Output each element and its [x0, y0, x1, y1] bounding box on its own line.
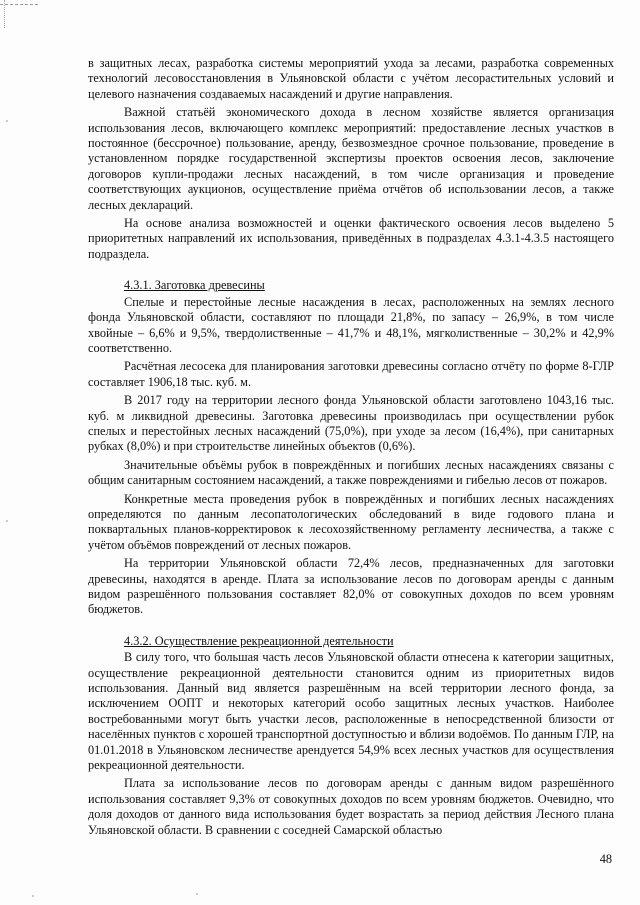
paragraph: На основе анализа возможностей и оценки фактического освоения лесов выделено 5 приоритетных направлений их использования, приведённых в подразделах 4.3.1-4.3.5 настоящего подраздела.	[88, 216, 614, 261]
scan-speck	[32, 895, 34, 897]
scan-speck	[196, 893, 198, 895]
section-heading-4-3-2: 4.3.2. Осуществление рекреационной деятельности	[124, 633, 394, 648]
paragraph: В силу того, что большая часть лесов Ульяновской области отнесена к категории защитных, осуществление рекреационной деятельности становится одним из приоритетных видов использования. Данный вид является разрешённым на всей территории лесного фонда, за исключением ООПТ и некоторых категорий особо защитных лесных участков. Наиболее востребованными могут быть участки лесов, расположенные в непосредственной близости от населённых пунктов с хорошей транспортной доступностью и вблизи водоёмов. По данным ГЛР, на 01.01.2018 в Ульяновском лесничестве арендуется 54,9% всех лесных участков для осуществления рекреационной деятельности.	[88, 650, 614, 773]
paragraph: Расчётная лесосека для планирования заготовки древесины согласно отчёту по форме 8-ГЛР составляет 1906,18 тыс. куб. м.	[88, 359, 614, 389]
paragraph: Плата за использование лесов по договорам аренды с данным видом разрешённого использования составляет 9,3% от совокупных доходов по всем уровням бюджетов. Очевидно, что доля доходов от данного вида использования будет возрастать за период действия Лесного плана Ульяновской области. В сравнении с соседней Самарской областью	[88, 776, 614, 837]
paragraph: Спелые и перестойные лесные насаждения в лесах, расположенных на землях лесного фонда Ульяновской области, составляют по площади 21,8%, по запасу – 26,9%, в том числе хвойные – 6,6% и 9,5%, твердолиственные – 41,7% и 48,1%, мягколиственные – 30,2% и 42,9% соответственно.	[88, 294, 614, 355]
page-number: 48	[599, 852, 612, 866]
paragraph: Значительные объёмы рубок в повреждённых и погибших лесных насаждениях связаны с общим санитарным состоянием насаждений, а также повреждениями и гибелью лесов от пожаров.	[88, 457, 614, 488]
paragraph: Важной статьёй экономического дохода в лесном хозяйстве является организация использования лесов, включающего комплекс мероприятий: предоставление лесных участков в постоянное (бессрочное) пользование, аренду, безвозмездное срочное пользование, проведение в установленном порядке государственной экспертизы проектов освоения лесов, заключение договоров купли-продажи лесных насаждений, в том числе организация и проведение соответствующих аукционов, осуществление приёма отчётов об использовании лесов, а также лесных деклараций.	[88, 105, 614, 212]
paragraph: На территории Ульяновской области 72,4% лесов, предназначенных для заготовки древесины, находятся в аренде. Плата за использование лесов по договорам аренды с данным видом разрешённого пользования составляет 82,0% от совокупных доходов по всем уровням бюджетов.	[88, 556, 614, 617]
document-body	[88, 56, 614, 841]
paragraph: в защитных лесах, разработка системы мероприятий ухода за лесами, разработка современных технологий лесовосстановления в Ульяновской области с учётом лесорастительных условий и целевого назначения создаваемых насаждений и другие направления.	[88, 56, 614, 101]
section-heading-4-3-1: 4.3.1. Заготовка древесины	[124, 278, 265, 293]
paragraph: В 2017 году на территории лесного фонда Ульяновской области заготовлено 1043,16 тыс. куб. м ликвидной древесины. Заготовка древесины производилась при осуществлении рубок спелых и перестойных лесных насаждений (75,0%), при уходе за лесом (16,4%), при санитарных рубках (8,0%) и при строительстве линейных объектов (0,6%).	[88, 393, 614, 454]
scan-speck	[6, 120, 8, 122]
paragraph: Конкретные места проведения рубок в повреждённых и погибших лесных насаждениях определяются по данным лесопатологических обследований в виде годового плана и поквартальных планов-корректировок к лесохозяйственному регламенту лесничества, а также с учётом объёмов повреждений от лесных пожаров.	[88, 491, 614, 552]
scan-speck	[6, 520, 8, 522]
scan-edge-mark-left	[4, 0, 6, 28]
